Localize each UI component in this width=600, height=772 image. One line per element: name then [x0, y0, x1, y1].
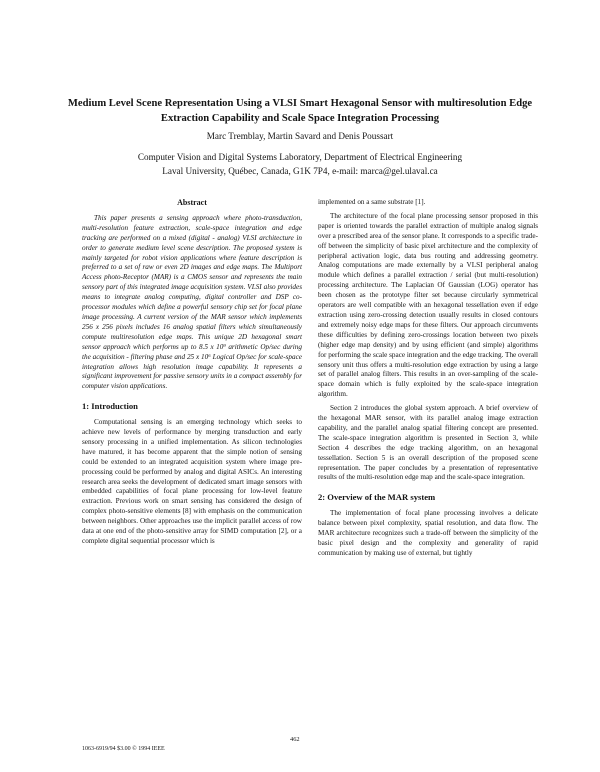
- right-paragraph-3: Section 2 introduces the global system approach. A brief overview of the hexagonal MAR sensor, with its parallel analog image extraction capability, and the parallel analog spatial filtering concept are presented. The scale-space integration algorithm is presented in Section 3, while Section 4 describes the edge tracking algorithm, on an hexagonal tessellation. Section 5 is an overall description of the proposed scene representation. The paper concludes by a presentation of representative results of the multi-resolution edge map and the scale-space integration.: [318, 404, 538, 482]
- section-1-heading: 1: Introduction: [82, 401, 138, 412]
- right-column: [318, 198, 538, 563]
- right-paragraph-1: implemented on a same substrate [1].: [318, 198, 426, 206]
- affiliation-line-1: Computer Vision and Digital Systems Laboratory, Department of Electrical Engineering: [137, 152, 463, 162]
- paper-authors: Marc Tremblay, Martin Savard and Denis Poussart: [206, 131, 394, 141]
- section-1-paragraph: Computational sensing is an emerging technology which seeks to achieve new levels of performance by merging transduction and early sensory processing in a unified implementation. As silicon technologies have matured, it has become apparent that the simple notion of sensing could be extended to an integrated acquisition system where image pre-processing could be performed by analog and digital ASICs. An interesting research area seeks the development of dedicated smart image sensors with embedded capabilities of focal plane processing for low-level feature extraction. Previous work on smart sensing has considered the design of complex photo-sensitive elements [8] with emphasis on the communication between neighbors. Other approaches use the implicit parallel access of row data at one end of the photo-sensitive array for SIMD computation [2], or a complete digital sequential processor which is: [82, 418, 302, 545]
- abstract-heading: Abstract: [177, 198, 207, 207]
- page-number: 462: [290, 736, 300, 743]
- section-2-heading: 2: Overview of the MAR system: [318, 492, 436, 503]
- section-2-paragraph: The implementation of focal plane processing involves a delicate balance between pixel complexity, spatial resolution, and data flow. The MAR architecture recognizes such a trade-off between the simplicity of the basic pixel design and the complexity and generality of rapid communication by making use of external, but tightly: [318, 509, 538, 557]
- footer-code: 1063-6919/94 $3.00 © 1994 IEEE: [82, 746, 165, 752]
- right-paragraph-2: The architecture of the focal plane processing sensor proposed in this paper is oriented towards the parallel extraction of multiple analog signals over a prescribed area of the sensor plane. It corresponds to a specific trade-off between the simplicity of basic pixel architecture and the complexity of peripheral activation logic, data bus routing and addressing geometry. Analog computations are made externally by a VLSI peripheral analog module which defines a parallel extraction / serial (but multi-resolution) processing architecture. The Laplacian Of Gaussian (LOG) operator has been chosen as the prototype filter set because circularly symmetrical operators are well compatible with an hexagonal tessellation even if edge extraction using zero-crossing detection usually results in closed contours and extremely noisy edge maps for these filters. Our approach circumvents these difficulties by defining zero-crossings location between two pixels (higher edge map density) and by using efficient (and simple) algorithms for performing the scale space integration and the edge tracking. The overall sensory unit thus offers a multi-resolution edge extraction by using a large set of parallel analog filters. This results in an over-sampling of the scale-space domain which is fully exploited by the scale-space integration algorithm.: [318, 211, 538, 399]
- paper-title: Medium Level Scene Representation Using a VLSI Smart Hexagonal Sensor with multiresolution Edge Extraction Capability and Scale Space Integration Processing: [67, 98, 533, 124]
- affiliation-line-2: Laval University, Québec, Canada, G1K 7P4, e-mail: marca@gel.ulaval.ca: [162, 166, 438, 176]
- left-column: [82, 198, 302, 551]
- paper-affiliation: [60, 150, 540, 178]
- abstract-text: This paper presents a sensing approach where photo-transduction, multi-resolution feature extraction, scale-space integration and edge tracking are performed on a mixed (digital - analog) VLSI architecture in order to generate medium level scene description. The proposed system is mainly targeted for robot vision applications where feature description is preferred to a set of raw or even 2D images and edge maps. The Multiport Access photo-Receptor (MAR) is a CMOS sensor and represents the main sensory part of this integrated image acquisition system. VLSI also provides means to integrate analog computing, digital controller and DSP co-processor modules which define a powerful sensory chip set for focal plane image processing. A current version of the MAR sensor which implements 256 x 256 pixels includes 16 analog spatial filters which simultaneously compute multiresolution edge maps. This unique 2D hexagonal smart sensor approach which performs up to 8.5 x 10⁹ arithmetic Op/sec during the acquisition - filtering phase and 25 x 10⁶ Logical Op/sec for scale-space integration allows high resolution image capability. It represents a significant improvement for passive sensory units in a compact assembly for computer vision applications.: [82, 213, 302, 391]
